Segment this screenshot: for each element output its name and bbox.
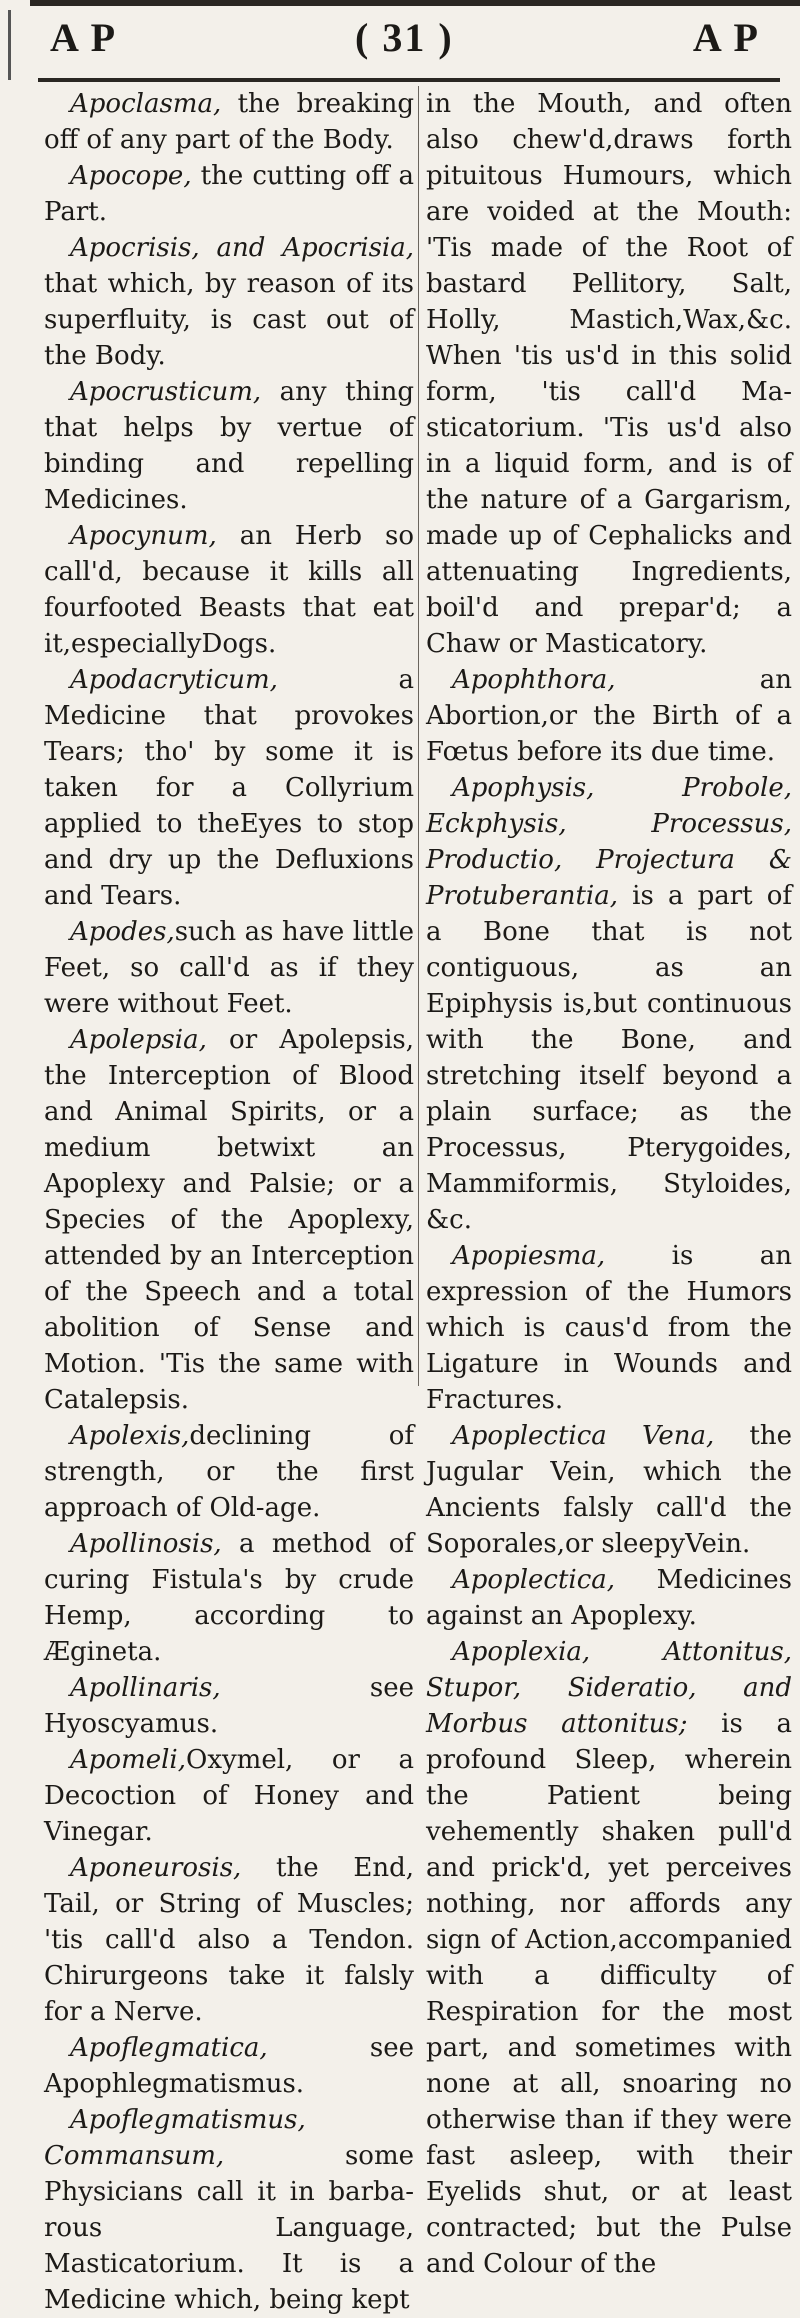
- entry: [44, 86, 414, 158]
- entry: [44, 1742, 414, 1850]
- definition: that which, by reason of its superfluity, is cast out of the Body.: [44, 269, 414, 371]
- definition: the End, Tail, or String of Muscles; 'tis call'd also a Tendon. Chirurgeons take it falsly for a Nerve.: [44, 1853, 414, 2027]
- definition: any thing that helps by vertue of binding and repelling Medicines.: [44, 377, 414, 515]
- definition: Oxymel, or a Decoction of Honey and Vinegar.: [44, 1745, 414, 1847]
- headword: Apoclasma,: [70, 89, 222, 119]
- headword: Apopiesma,: [452, 1241, 606, 1271]
- entry: [426, 662, 792, 770]
- running-header: [40, 14, 790, 72]
- entry: [44, 2030, 414, 2102]
- definition: see Hyoscyamus.: [44, 1673, 414, 1739]
- entry: [44, 914, 414, 1022]
- entry: [44, 158, 414, 230]
- headword: Apolepsia,: [70, 1025, 207, 1055]
- definition: some Physicians call it in barbarous Language, Masticatorium. It is a Medicine which, being kept: [44, 2141, 414, 2315]
- headword: Apomeli,: [70, 1745, 187, 1775]
- header-left: A P: [50, 15, 118, 60]
- entry: [44, 518, 414, 662]
- headword: Apoflegmatica,: [70, 2033, 268, 2063]
- headword: Apollinosis,: [70, 1529, 222, 1559]
- entry: [426, 1634, 792, 2282]
- definition: a method of curing Fistula's by crude Hemp, according to Ægineta.: [44, 1529, 414, 1667]
- definition: Medicines against an Apoplexy.: [426, 1565, 792, 1631]
- definition: in the Mouth, and often also chew'd,draws forth pituitous Humours, which are voided at the Mouth: 'Tis made of the Root of bastard Pellitory, Salt, Holly, Mastich,Wax,&c. When 'tis us'd in this solid form, 'tis call'd Masticatorium. 'Tis us'd also in a liquid form, and is of the nature of a Gargarism, made up of Cephalicks and attenuating Ingredients, boil'd and prepar'd; a Chaw or Masticatory.: [426, 89, 792, 659]
- headword: Apollinaris,: [70, 1673, 221, 1703]
- entry-continuation: [426, 86, 792, 662]
- entry: [44, 662, 414, 914]
- entry: [44, 374, 414, 518]
- entry: [426, 1418, 792, 1562]
- entry: [44, 1526, 414, 1670]
- column-divider: [418, 86, 419, 1386]
- definition: an Abortion,or the Birth of a Fœtus before its due time.: [426, 665, 792, 767]
- headword: Apoplectica Vena,: [452, 1421, 715, 1451]
- headword: Apocrisis, and Apocrisia,: [70, 233, 414, 263]
- definition: is a part of a Bone that is not contiguous, as an Epiphysis is,but continuous with the Bone, and stretching itself beyond a plain surface; as the Processus, Pterygoides, Mammiformis, Styloides, &c.: [426, 881, 792, 1235]
- headword: Apocrusticum,: [70, 377, 262, 407]
- entry: [44, 230, 414, 374]
- entry: [44, 2102, 414, 2318]
- entry: [426, 1562, 792, 1634]
- definition: the cutting off a Part.: [44, 161, 414, 227]
- headword: Apophysis, Probole, Eckphysis, Processus, Productio, Projectura & Protuberantia,: [426, 773, 792, 911]
- binding-edge-mark: [8, 10, 11, 80]
- entry: [44, 1022, 414, 1418]
- headword: Apocynum,: [70, 521, 217, 551]
- header-rule: [38, 78, 780, 82]
- entry: [426, 770, 792, 1238]
- definition: declining of strength, or the first approach of Old-age.: [44, 1421, 414, 1523]
- definition: see Apophlegmatismus.: [44, 2033, 414, 2099]
- headword: Apoplectica,: [452, 1565, 616, 1595]
- headword: Apoflegmatismus, Commansum,: [44, 2105, 306, 2171]
- definition: or Apolepsis, the Interception of Blood and Animal Spirits, or a medium betwixt an Apoplexy and Palsie; or a Species of the Apoplexy, attended by an Interception of the Speech and a total abolition of Sense and Motion. 'Tis the same with Catalepsis.: [44, 1025, 414, 1415]
- entry: [44, 1418, 414, 1526]
- definition: a Medicine that provokes Tears; tho' by some it is taken for a Collyrium applied to theEyes to stop and dry up the Defluxions and Tears.: [44, 665, 414, 911]
- top-border-rule: [30, 0, 800, 6]
- headword: Apodes,: [70, 917, 175, 947]
- header-right: A P: [692, 15, 760, 60]
- left-column: [44, 86, 414, 2315]
- entry: [426, 1238, 792, 1418]
- right-column: [426, 86, 792, 2279]
- definition: is a profound Sleep, wherein the Patient being vehemently shaken pull'd and prick'd, yet perceives nothing, nor affords any sign of Action,accompanied with a difficulty of Respiration for the most part, and sometimes with none at all, snoaring no otherwise than if they were fast asleep, with their Eyelids shut, or at least contracted; but the Pulse and Colour of the: [426, 1709, 792, 2279]
- definition: the breaking off of any part of the Body.: [44, 89, 414, 155]
- headword: Apocope,: [70, 161, 192, 191]
- entry: [44, 1850, 414, 2030]
- definition: is an expression of the Humors which is caus'd from the Ligature in Wounds and Fractures.: [426, 1241, 792, 1415]
- headword: Apophthora,: [452, 665, 616, 695]
- entry: [44, 1670, 414, 1742]
- headword: Apodacryticum,: [70, 665, 278, 695]
- definition: such as have little Feet, so call'd as if they were without Feet.: [44, 917, 414, 1019]
- headword: Aponeurosis,: [70, 1853, 242, 1883]
- headword: Apoplexia, Attonitus, Stupor, Sideratio, and Morbus attonitus;: [426, 1637, 792, 1739]
- definition: an Herb so call'd, because it kills all fourfooted Beasts that eat it,especiallyDogs.: [44, 521, 414, 659]
- headword: Apolexis,: [70, 1421, 190, 1451]
- definition: the Jugular Vein, which the Ancients falsly call'd the Soporales,or sleepyVein.: [426, 1421, 792, 1559]
- page-number: ( 31 ): [355, 15, 454, 60]
